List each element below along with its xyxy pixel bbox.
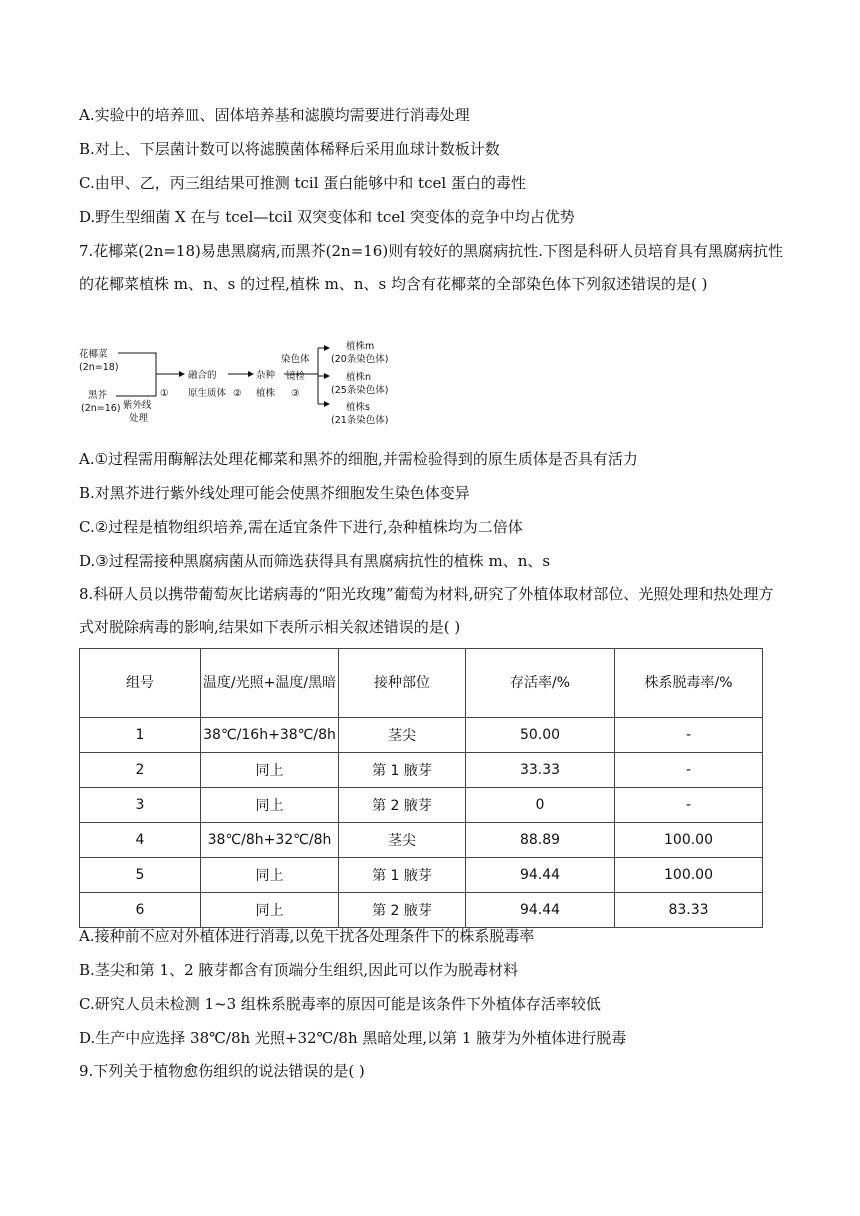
table-row xyxy=(80,788,763,823)
q8-option-d: D.生产中应选择 38℃/8h 光照+32℃/8h 黑暗处理,以第 1 腋芽为外植体进行脱毒 xyxy=(79,1029,627,1047)
diagram-plant-n-label: 植株n xyxy=(346,372,372,383)
diagram-cauliflower-label: 花椰菜 xyxy=(79,349,108,360)
q6-option-d: D.野生型细菌 X 在与 tcel—tcil 双突变体和 tcel 突变体的竞争中均占优势 xyxy=(79,208,575,226)
diagram-cauliflower-chromosome: (2n=18) xyxy=(79,362,119,373)
q9-stem: 9.下列关于植物愈伤组织的说法错误的是( ) xyxy=(79,1062,365,1080)
header-temperature-light: 温度/光照+温度/黑暗 xyxy=(201,649,339,718)
diagram-hybrid-label: 杂种 xyxy=(256,370,276,381)
table-cell: 94.44 xyxy=(466,858,615,893)
table-cell: 94.44 xyxy=(466,893,615,928)
table-row xyxy=(80,823,763,858)
diagram-plant-s-count: (21条染色体) xyxy=(331,415,389,426)
q8-option-c: C.研究人员未检测 1~3 组株系脱毒率的原因可能是该条件下外植体存活率较低 xyxy=(79,995,601,1013)
table-cell: 同上 xyxy=(201,858,339,893)
diagram-treatment-label: 处理 xyxy=(129,413,149,424)
table-cell: - xyxy=(615,753,763,788)
table-cell: 4 xyxy=(80,823,201,858)
diagram-protoplast-label: 原生质体 xyxy=(188,388,227,399)
q7-option-b: B.对黑芥进行紫外线处理可能会使黑芥细胞发生染色体变异 xyxy=(79,484,470,502)
diagram-plant-m-count: (20条染色体) xyxy=(331,354,389,365)
table-cell: 50.00 xyxy=(466,718,615,753)
table-cell: 83.33 xyxy=(615,893,763,928)
diagram-fused-label: 融合的 xyxy=(188,370,217,381)
table-cell: 3 xyxy=(80,788,201,823)
results-table xyxy=(79,648,763,928)
diagram-plant-n-count: (25条染色体) xyxy=(331,385,389,396)
diagram-step-2: ② xyxy=(233,388,242,399)
q8-stem: 8.科研人员以携带葡萄灰比诺病毒的“阳光玫瑰”葡萄为材料,研究了外植体取材部位、光照处理和热处理方式对脱除病毒的影响,结果如下表所示相关叙述错误的是( ) xyxy=(79,585,774,636)
table-cell: 同上 xyxy=(201,788,339,823)
table-cell: 同上 xyxy=(201,753,339,788)
q7-option-d: D.③过程需接种黑腐病菌从而筛选获得具有黑腐病抗性的植株 m、n、s xyxy=(79,552,551,570)
q6-option-a: A.实验中的培养皿、固体培养基和滤膜均需要进行消毒处理 xyxy=(79,106,470,124)
table-cell: 100.00 xyxy=(615,858,763,893)
diagram-step-1: ① xyxy=(160,388,169,399)
q6-option-b: B.对上、下层菌计数可以将滤膜菌体稀释后采用血球计数板计数 xyxy=(79,140,500,158)
table-cell: - xyxy=(615,788,763,823)
table-row xyxy=(80,718,763,753)
table-cell: 38℃/16h+38℃/8h xyxy=(201,718,339,753)
diagram-chromosome-label: 染色体 xyxy=(281,354,310,365)
q7-option-c: C.②过程是植物组织培养,需在适宜条件下进行,杂种植株均为二倍体 xyxy=(79,518,523,536)
q8-option-a: A.接种前不应对外植体进行消毒,以免干扰各处理条件下的株系脱毒率 xyxy=(79,927,535,945)
diagram-plant-m-label: 植株m xyxy=(346,341,375,352)
q7-stem: 7.花椰菜(2n=18)易患黑腐病,而黑芥(2n=16)则有较好的黑腐病抗性.下图是科研人员培育具有黑腐病抗性的花椰菜植株 m、n、s 的过程,植株 m、n、s 均含有花椰菜的全部染色体下列叙述错误的是( ) xyxy=(79,242,783,293)
table-cell: 5 xyxy=(80,858,201,893)
table-cell: 6 xyxy=(80,893,201,928)
table-cell: 第 2 腋芽 xyxy=(339,788,466,823)
table-cell: 2 xyxy=(80,753,201,788)
q7-option-a: A.①过程需用酶解法处理花椰菜和黑芥的细胞,并需检验得到的原生质体是否具有活力 xyxy=(79,450,638,468)
diagram-plant-s-label: 植株s xyxy=(346,402,370,413)
table-cell: - xyxy=(615,718,763,753)
table-row xyxy=(80,753,763,788)
table-cell: 0 xyxy=(466,788,615,823)
table-cell: 第 2 腋芽 xyxy=(339,893,466,928)
header-survival-rate: 存活率/% xyxy=(466,649,615,718)
diagram-step-3: ③ xyxy=(291,388,300,399)
diagram-mustard-label: 黑芥 xyxy=(88,390,108,401)
header-virus-free-rate: 株系脱毒率/% xyxy=(615,649,763,718)
q6-option-c: C.由甲、乙，丙三组结果可推测 tcil 蛋白能够中和 tcel 蛋白的毒性 xyxy=(79,174,526,192)
table-cell: 茎尖 xyxy=(339,718,466,753)
table-cell: 同上 xyxy=(201,893,339,928)
table-cell: 茎尖 xyxy=(339,823,466,858)
table-cell: 33.33 xyxy=(466,753,615,788)
table-row xyxy=(80,858,763,893)
diagram-mustard-chromosome: (2n=16) xyxy=(81,403,121,414)
diagram-plant-label: 植株 xyxy=(256,388,276,399)
breeding-process-diagram xyxy=(76,340,406,430)
header-group-number: 组号 xyxy=(80,649,201,718)
table-cell: 100.00 xyxy=(615,823,763,858)
table-cell: 1 xyxy=(80,718,201,753)
table-cell: 第 1 腋芽 xyxy=(339,753,466,788)
table-row xyxy=(80,893,763,928)
header-inoculation-site: 接种部位 xyxy=(339,649,466,718)
table-cell: 38℃/8h+32℃/8h xyxy=(201,823,339,858)
diagram-microscopy-label: 镜检 xyxy=(286,371,306,382)
table-cell: 第 1 腋芽 xyxy=(339,858,466,893)
diagram-uv-label: 紫外线 xyxy=(123,400,152,411)
q8-option-b: B.茎尖和第 1、2 腋芽都含有顶端分生组织,因此可以作为脱毒材料 xyxy=(79,961,519,979)
table-cell: 88.89 xyxy=(466,823,615,858)
table-header-row xyxy=(80,649,763,718)
